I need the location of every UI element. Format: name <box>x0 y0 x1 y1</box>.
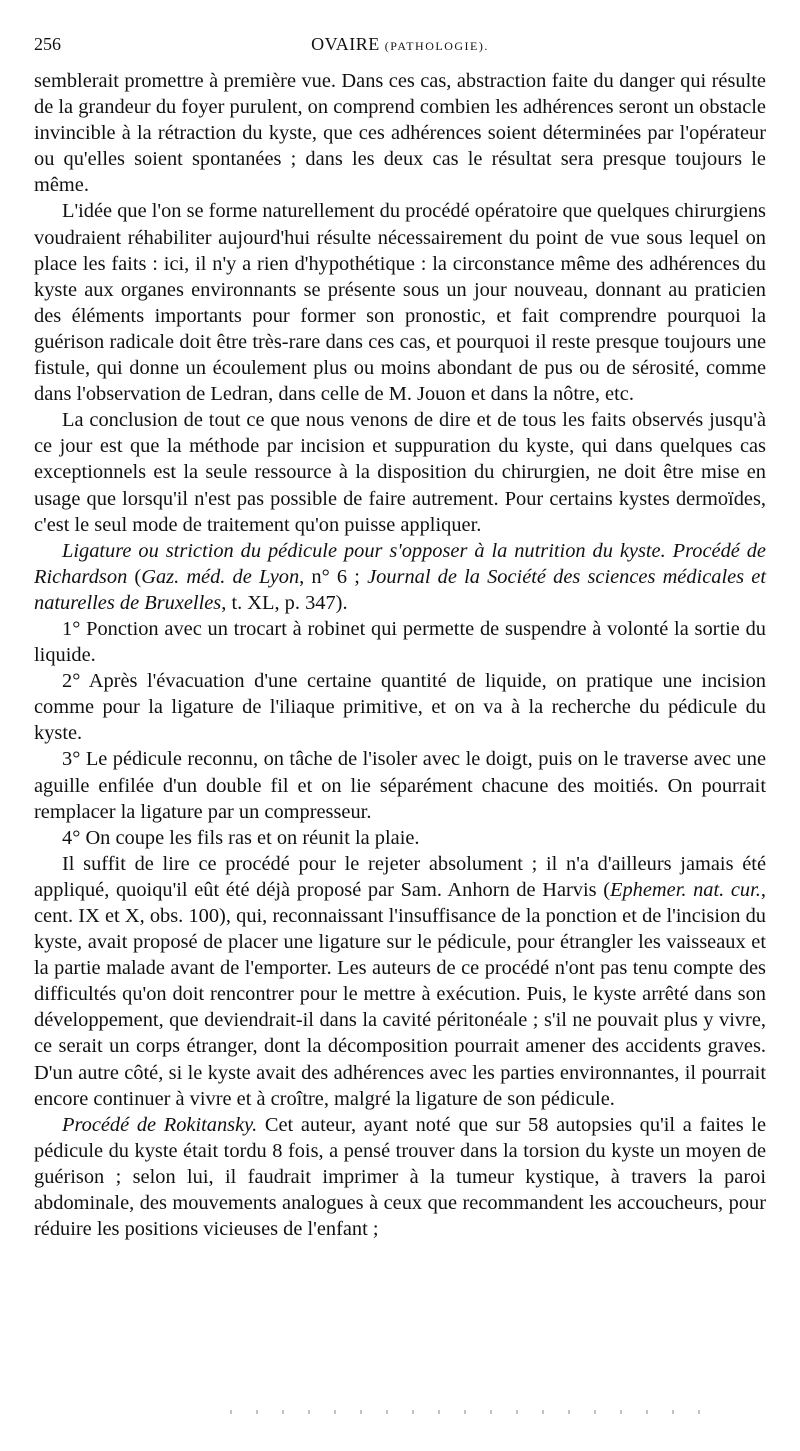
numbered-step: 4° On coupe les fils ras et on réunit la plaie. <box>62 826 420 849</box>
page-bottom-marks <box>230 1410 700 1414</box>
citation-italic: Gaz. méd. de Lyon <box>141 565 300 588</box>
page-header <box>34 34 766 60</box>
running-title-main: OVAIRE <box>311 34 380 54</box>
citation-italic: Ephemer. nat. cur. <box>610 878 761 901</box>
running-title-subtitle: (PATHOLOGIE). <box>384 39 489 53</box>
paragraph <box>34 851 766 1112</box>
text-run: ( <box>127 565 142 588</box>
paragraph: La conclusion de tout ce que nous venons de dire et de tous les faits observés jusqu'à ce jour est que la méthode par incision et suppuration du kyste, qui dans quelques cas exceptionnels est la seule ressource à la disposition du chirurgien, ne doit être mise en usage que lorsqu'il n'est pas possible de faire autrement. Pour certains kystes dermoïdes, c'est le seul mode de traitement qu'on puisse appliquer. <box>34 409 766 536</box>
numbered-step: 1° Ponction avec un trocart à robinet qui permette de suspendre à volonté la sortie du liquide. <box>34 617 766 667</box>
text-run: , n° 6 ; <box>299 565 368 588</box>
numbered-step: 2° Après l'évacuation d'une certaine quantité de liquide, on pratique une incision comme pour la ligature de l'iliaque primitive, et on va à la recherche du pédicule du kyste. <box>34 670 766 745</box>
numbered-step: 3° Le pédicule reconnu, on tâche de l'isoler avec le doigt, puis on le traverse avec une aguille enfilée d'un double fil et on lie séparément chacune des moitiés. On pourrait remplacer la ligature par un compresseur. <box>34 748 766 823</box>
book-page <box>34 34 766 1242</box>
running-title <box>34 34 766 55</box>
section-heading-italic: Ligature ou striction du pédicule pour s'opposer à la nutrition du kyste. Procédé de Richardson <box>34 539 766 588</box>
section-heading-italic: Procédé de Rokitansky. <box>62 1113 258 1136</box>
text-run: Cet auteur, ayant noté que sur 58 autopsies qu'il a faites le pédicule du kyste était tordu 8 fois, a pensé trouver dans la torsion du kyste un moyen de guérison ; selon lui, il faudrait imprimer à la tumeur kystique, à travers la paroi abdominale, des mouvements analogues à ceux que recommandent les accoucheurs, pour réduire les positions vicieuses de l'enfant ; <box>34 1113 767 1241</box>
page-number: 256 <box>34 34 61 54</box>
paragraph-continued: semblerait promettre à première vue. Dans ces cas, abstraction faite du danger qui résulte de la grandeur du foyer purulent, on comprend combien les adhérences seront un obstacle invincible à la rétraction du kyste, que ces adhérences soient déterminées par l'opérateur ou qu'elles soient spontanées ; dans les deux cas le résultat sera presque toujours le même. <box>34 70 766 197</box>
body-text <box>34 68 766 1242</box>
text-run: , cent. IX et X, obs. 100), qui, reconnaissant l'insuffisance de la ponction et de l'incision du kyste, avait proposé de placer une ligature sur le pédicule, pour étrangler les vaisseaux et la partie malade avant de l'emporter. Les auteurs de ce procédé n'ont pas tenu compte des difficultés qu'on doit rencontrer pour le mettre à exécution. Puis, le kyste arrêté dans son développement, que deviendrait-il dans la cavité péritonéale ; s'il ne pouvait plus y vivre, ce serait un corps étranger, dont la décomposition pourrait amener des accidents graves. D'un autre côté, si le kyste avait des adhérences avec les parties environnantes, il pourrait encore continuer à vivre et à croître, malgré la ligature de son pédicule. <box>34 878 766 1110</box>
paragraph: L'idée que l'on se forme naturellement du procédé opératoire que quelques chirurgiens voudraient réhabiliter aujourd'hui résulte nécessairement du point de vue sous lequel on place les faits : ici, il n'y a rien d'hypothétique : la circonstance même des adhérences du kyste aux organes environnants se présente sous un jour nouveau, donnant au praticien des éléments importants pour former son pronostic, et fait comprendre pourquoi la guérison radicale doit être très-rare dans ces cas, et pourquoi il reste presque toujours une fistule, qui donne un écoulement plus ou moins abondant de pus ou de sérosité, comme dans l'observation de Ledran, dans celle de M. Jouon et dans la nôtre, etc. <box>34 200 766 406</box>
text-run: , t. XL, p. 347). <box>221 591 348 614</box>
citation-italic: Journal de la Société des sciences médicales et naturelles de Bruxelles <box>34 565 766 614</box>
text-run: Il suffit de lire ce procédé pour le rejeter absolument ; il n'a d'ailleurs jamais été appliqué, quoiqu'il eût été déjà proposé par Sam. Anhorn de Harvis ( <box>34 852 766 901</box>
paragraph-rokitansky <box>34 1112 766 1242</box>
paragraph-richardson <box>34 538 766 616</box>
